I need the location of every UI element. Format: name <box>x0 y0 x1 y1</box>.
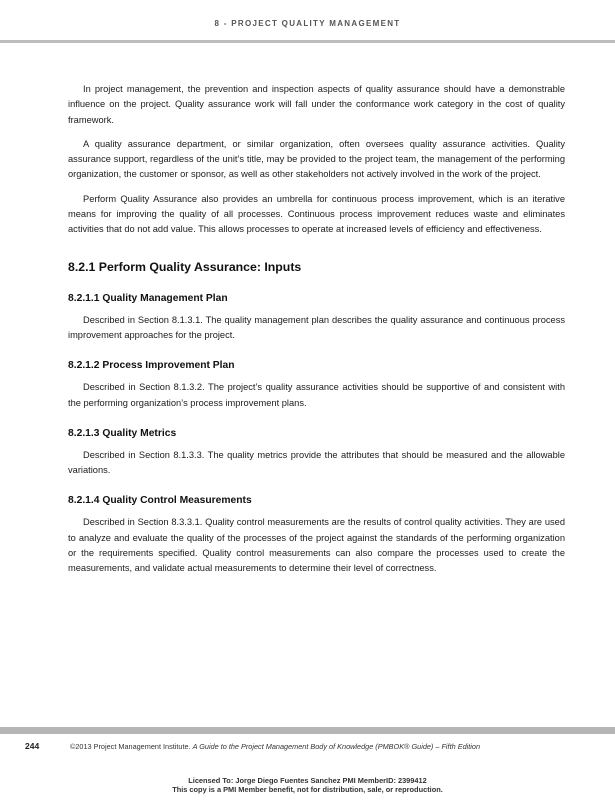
copyright-notice <box>70 742 480 751</box>
page-header <box>0 0 615 43</box>
section-heading: 8.2.1 Perform Quality Assurance: Inputs <box>68 259 302 274</box>
page-number: 244 <box>25 741 40 751</box>
license-line: This copy is a PMI Member benefit, not for distribution, sale, or reproduction. <box>172 784 443 794</box>
subsection-heading: 8.2.1.3 Quality Metrics <box>68 427 177 439</box>
subsection-heading: 8.2.1.2 Process Improvement Plan <box>68 360 235 372</box>
license-line: Licensed To: Jorge Diego Fuentes Sanchez PMI MemberID: 2399412 <box>188 776 427 785</box>
subsection-heading: 8.2.1.4 Quality Control Measurements <box>68 495 252 507</box>
page-content <box>68 82 565 586</box>
book-title: A Guide to the Project Management Body of Knowledge (PMBOK® Guide) – Fifth Edition <box>192 742 481 751</box>
subsection-paragraph: Described in Section 8.1.3.1. The quality management plan describes the quality assurance and continuous process improvement approaches for the project. <box>68 314 565 340</box>
subsection-heading: 8.2.1.1 Quality Management Plan <box>68 292 228 304</box>
body-paragraph: In project management, the prevention and inspection aspects of quality assurance should have a demonstrable influence on the project. Quality assurance work will fall under the conformance work category in the cost of quality framework. <box>68 84 565 125</box>
license-notice <box>0 777 615 794</box>
body-paragraph: A quality assurance department, or similar organization, often oversees quality assurance activities. Quality assurance support, regardless of the unit’s title, may be provided to the project team, the management of the performing organization, the customer or sponsor, as well as other stakeholders not actively involved in the work of the project. <box>68 138 565 180</box>
footer-rule <box>0 727 615 734</box>
subsection-paragraph: Described in Section 8.3.3.1. Quality control measurements are the results of control quality activities. They are used to analyze and evaluate the quality of the processes of the project against the standards of the performing organization or the requirements specified. Quality control measurements can also compare the processes used to create the measurements, and validate actual measurements to determine their level of correctness. <box>68 517 565 574</box>
subsection-paragraph: Described in Section 8.1.3.3. The quality metrics provide the attributes that should be measured and the allowable variations. <box>68 449 565 476</box>
chapter-title: 8 - PROJECT QUALITY MANAGEMENT <box>214 19 401 28</box>
body-paragraph: Perform Quality Assurance also provides an umbrella for continuous process improvement, which is an iterative means for improving the quality of all processes. Continuous process improvement reduces waste and eliminates activities that do not add value. This allows processes to operate at increased levels of efficiency and effectiveness. <box>68 193 565 235</box>
copyright-prefix: ©2013 Project Management Institute. <box>70 742 191 751</box>
subsection-paragraph: Described in Section 8.1.3.2. The project’s quality assurance activities should be supportive of and consistent with the performing organization’s process improvement plans. <box>68 382 565 408</box>
